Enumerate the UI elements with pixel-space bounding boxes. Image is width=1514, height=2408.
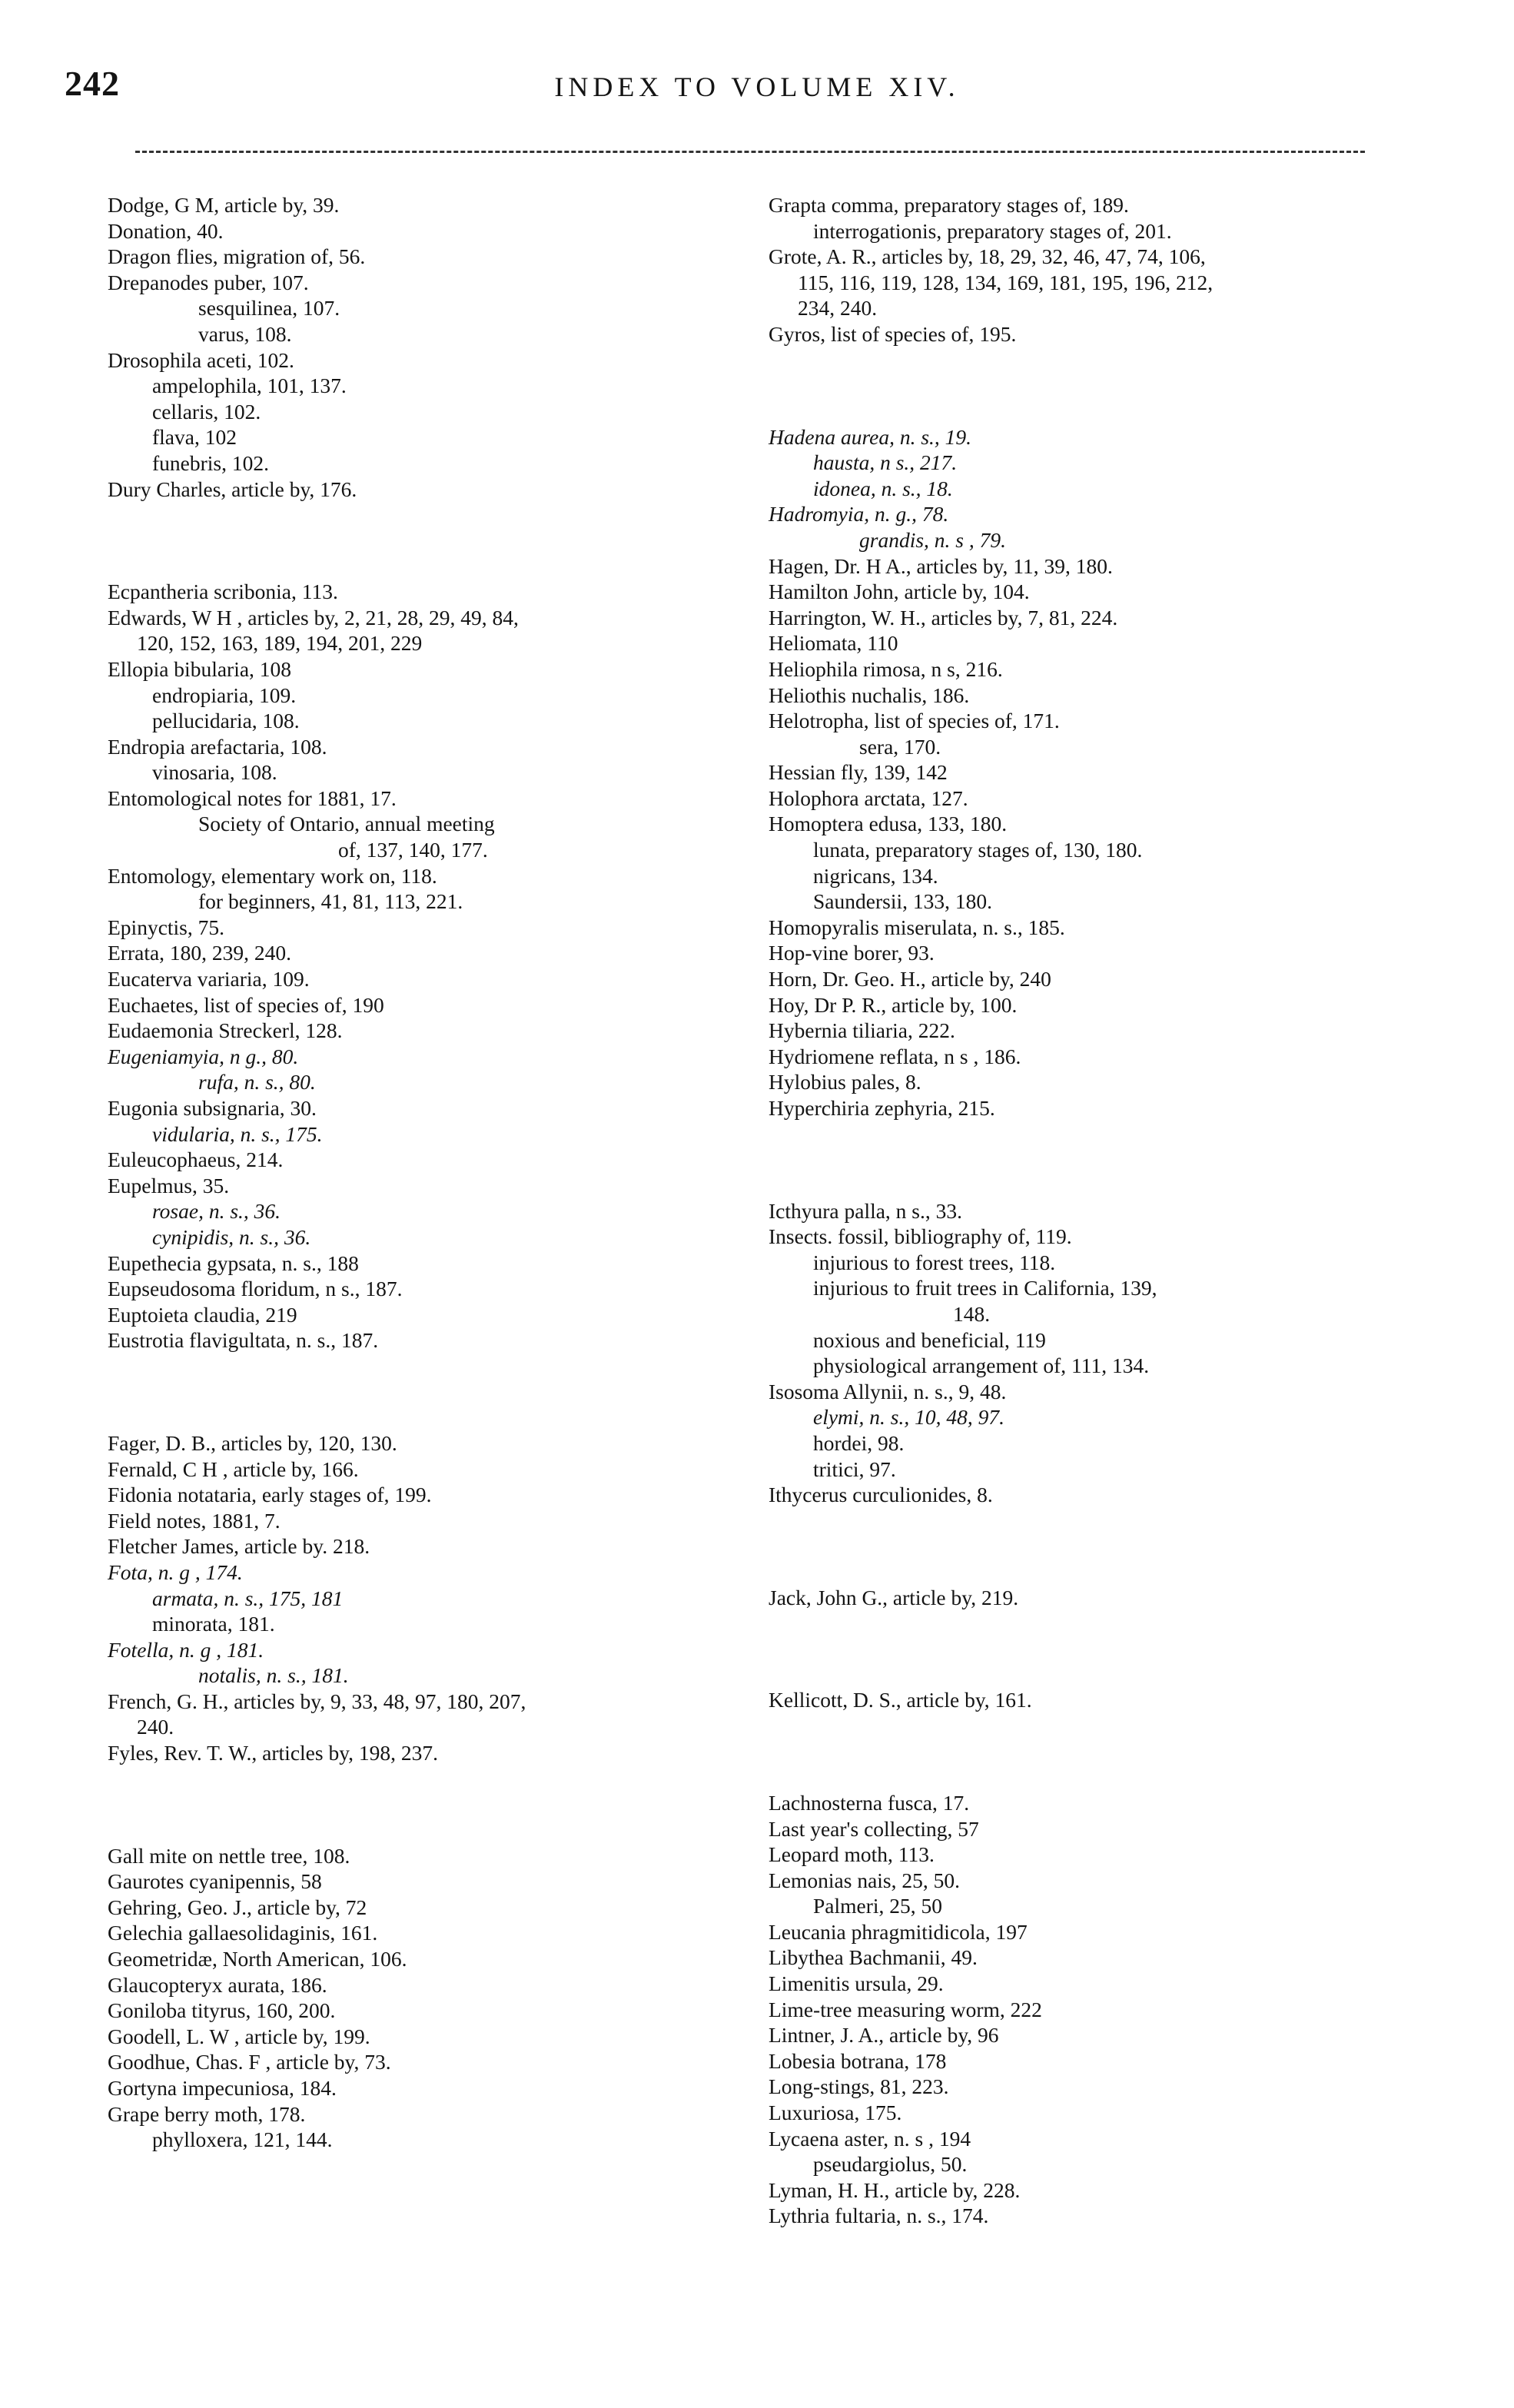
index-subentry: vinosaria, 108. — [152, 760, 277, 785]
index-entry: Lythria fultaria, n. s., 174. — [769, 2204, 989, 2228]
index-entry: Eupseudosoma floridum, n s., 187. — [108, 1277, 403, 1301]
index-entry: Jack, John G., article by, 219. — [769, 1585, 1019, 1609]
index-entry: Helotropha, list of species of, 171. — [769, 709, 1060, 733]
index-entry: Hoy, Dr P. R., article by, 100. — [769, 992, 1018, 1017]
index-subentry: tritici, 97. — [813, 1456, 896, 1481]
index-entry: Hybernia tiliaria, 222. — [769, 1018, 955, 1043]
index-entry: Fyles, Rev. T. W., articles by, 198, 237. — [108, 1741, 439, 1765]
index-subentry: nigricans, 134. — [813, 863, 938, 888]
index-entry: Fidonia notataria, early stages of, 199. — [108, 1483, 432, 1507]
index-subentry: interrogationis, preparatory stages of, 201. — [813, 218, 1172, 243]
section-gap — [108, 502, 769, 579]
index-subentry: cynipidis, n. s., 36. — [152, 1224, 311, 1249]
index-subentry: endropiaria, 109. — [152, 683, 297, 707]
index-entry: Lachnosterna fusca, 17. — [769, 1790, 970, 1815]
header-rule — [135, 151, 1365, 153]
index-entry: Heliothis nuchalis, 186. — [769, 683, 970, 707]
index-entry: Field notes, 1881, 7. — [108, 1508, 281, 1533]
index-entry: Hyperchiria zephyria, 215. — [769, 1096, 995, 1120]
index-entry: Hydriomene reflata, n s , 186. — [769, 1044, 1021, 1068]
section-gap — [108, 1766, 769, 1843]
index-entry: Fotella, n. g , 181. — [108, 1637, 264, 1662]
index-entry: Ecpantheria scribonia, 113. — [108, 580, 338, 604]
section-gap — [769, 347, 1429, 424]
index-entry: Luxuriosa, 175. — [769, 2101, 902, 2125]
index-subentry: hausta, n s., 217. — [813, 450, 958, 475]
index-entry: Dragon flies, migration of, 56. — [108, 244, 366, 269]
index-entry: French, G. H., articles by, 9, 33, 48, 97, 180, 207, — [108, 1689, 526, 1713]
index-entry: Libythea Bachmanii, 49. — [769, 1945, 978, 1970]
index-subentry: varus, 108. — [198, 321, 292, 346]
index-entry: Icthyura palla, n s., 33. — [769, 1198, 963, 1223]
index-entry: Hessian fly, 139, 142 — [769, 760, 948, 785]
section-gap — [769, 1610, 1429, 1687]
left-column — [108, 192, 769, 2153]
index-entry: Lycaena aster, n. s , 194 — [769, 2126, 971, 2151]
section-gap — [769, 1713, 1429, 1790]
index-subentry: flava, 102 — [152, 425, 237, 450]
index-entry: Drosophila aceti, 102. — [108, 347, 294, 372]
index-entry: Glaucopteryx aurata, 186. — [108, 1972, 327, 1997]
section-gap — [108, 1353, 769, 1430]
index-entry: Eugeniamyia, n g., 80. — [108, 1044, 299, 1068]
index-entry: Euptoieta claudia, 219 — [108, 1302, 297, 1327]
index-entry: Eugonia subsignaria, 30. — [108, 1096, 317, 1120]
index-entry-continuation: 120, 152, 163, 189, 194, 201, 229 — [137, 631, 423, 656]
index-subentry: Palmeri, 25, 50 — [813, 1894, 943, 1918]
index-subentry: rosae, n. s., 36. — [152, 1199, 281, 1224]
index-entry: Donation, 40. — [108, 218, 224, 243]
index-entry: Fota, n. g , 174. — [108, 1559, 243, 1584]
index-subentry: rufa, n. s., 80. — [198, 1070, 316, 1094]
index-entry: Gelechia gallaesolidaginis, 161. — [108, 1921, 378, 1945]
index-entry: Horn, Dr. Geo. H., article by, 240 — [769, 967, 1051, 991]
index-entry: Hylobius pales, 8. — [769, 1070, 921, 1094]
index-subentry: ampelophila, 101, 137. — [152, 374, 347, 398]
index-subentry: physiological arrangement of, 111, 134. — [813, 1353, 1150, 1378]
index-entry: Gaurotes cyanipennis, 58 — [108, 1869, 322, 1894]
index-subentry: funebris, 102. — [152, 450, 269, 475]
index-entry: Grote, A. R., articles by, 18, 29, 32, 46, 47, 74, 106, — [769, 244, 1206, 269]
index-entry: Euchaetes, list of species of, 190 — [108, 992, 384, 1017]
index-subentry: armata, n. s., 175, 181 — [152, 1586, 344, 1610]
index-entry: Homoptera edusa, 133, 180. — [769, 812, 1008, 836]
index-entry: Limenitis ursula, 29. — [769, 1971, 944, 1996]
index-entry: Entomology, elementary work on, 118. — [108, 863, 437, 888]
page-number: 242 — [65, 64, 120, 103]
index-entry: Lemonias nais, 25, 50. — [769, 1868, 960, 1892]
index-entry: Goodhue, Chas. F , article by, 73. — [108, 2050, 391, 2074]
index-entry: Isosoma Allynii, n. s., 9, 48. — [769, 1379, 1007, 1403]
index-entry: Geometridæ, North American, 106. — [108, 1947, 407, 1971]
index-entry: Kellicott, D. S., article by, 161. — [769, 1688, 1032, 1712]
index-entry: Dodge, G M, article by, 39. — [108, 193, 340, 217]
right-column — [769, 192, 1429, 2229]
index-entry: Eupelmus, 35. — [108, 1173, 230, 1197]
index-entry: Ithycerus curculionides, 8. — [769, 1483, 993, 1507]
index-entry: Gyros, list of species of, 195. — [769, 321, 1017, 346]
index-entry: Lime-tree measuring worm, 222 — [769, 1997, 1042, 2021]
index-subentry: phylloxera, 121, 144. — [152, 2127, 333, 2152]
index-entry: Epinyctis, 75. — [108, 915, 225, 939]
index-entry: Entomological notes for 1881, 17. — [108, 786, 397, 810]
index-entry: Lintner, J. A., article by, 96 — [769, 2023, 999, 2048]
index-subentry: hordei, 98. — [813, 1430, 905, 1455]
index-entry: Fernald, C H , article by, 166. — [108, 1456, 359, 1481]
index-entry: Gehring, Geo. J., article by, 72 — [108, 1895, 367, 1919]
index-entry-continuation: 234, 240. — [798, 296, 878, 321]
index-entry: Errata, 180, 239, 240. — [108, 941, 292, 965]
index-subentry: cellaris, 102. — [152, 399, 261, 423]
index-entry: Hadromyia, n. g., 78. — [769, 502, 949, 526]
index-entry: Ellopia bibularia, 108 — [108, 656, 292, 681]
index-entry: Hop-vine borer, 93. — [769, 941, 935, 965]
index-entry-continuation: 240. — [137, 1715, 174, 1739]
index-subentry: grandis, n. s , 79. — [859, 527, 1006, 552]
index-entry: Long-stings, 81, 223. — [769, 2074, 949, 2099]
running-head: INDEX TO VOLUME XIV. — [554, 71, 960, 102]
index-entry-continuation: 148. — [953, 1301, 991, 1326]
index-subentry: pseudargiolus, 50. — [813, 2152, 968, 2177]
index-entry: Lobesia botrana, 178 — [769, 2048, 947, 2073]
index-subentry: minorata, 181. — [152, 1612, 275, 1636]
index-entry: Endropia arefactaria, 108. — [108, 734, 327, 759]
index-entry: Grapta comma, preparatory stages of, 189. — [769, 193, 1129, 217]
index-entry: Heliomata, 110 — [769, 631, 898, 656]
index-entry: Insects. fossil, bibliography of, 119. — [769, 1224, 1072, 1249]
index-subentry: elymi, n. s., 10, 48, 97. — [813, 1405, 1005, 1430]
index-entry: Hagen, Dr. H A., articles by, 11, 39, 180. — [769, 553, 1113, 578]
index-entry: Euleucophaeus, 214. — [108, 1148, 284, 1172]
index-entry: Harrington, W. H., articles by, 7, 81, 224. — [769, 605, 1118, 629]
index-entry: Gall mite on nettle tree, 108. — [108, 1843, 350, 1868]
index-entry: Fletcher James, article by. 218. — [108, 1534, 370, 1559]
index-subentry: lunata, preparatory stages of, 130, 180. — [813, 838, 1143, 862]
index-entry: Eustrotia flavigultata, n. s., 187. — [108, 1328, 379, 1353]
index-entry: Eucaterva variaria, 109. — [108, 967, 310, 991]
index-entry: Leucania phragmitidicola, 197 — [769, 1919, 1028, 1944]
index-subentry: vidularia, n. s., 175. — [152, 1121, 323, 1146]
index-entry: Homopyralis miserulata, n. s., 185. — [769, 915, 1065, 939]
index-entry: Gortyna impecuniosa, 184. — [108, 2076, 337, 2100]
index-entry: Lyman, H. H., article by, 228. — [769, 2177, 1021, 2202]
section-gap — [769, 1121, 1429, 1198]
index-subentry: Saundersii, 133, 180. — [813, 889, 992, 914]
index-entry: Edwards, W H , articles by, 2, 21, 28, 29, 49, 84, — [108, 605, 519, 629]
index-subentry: Society of Ontario, annual meeting — [198, 812, 495, 836]
index-subentry: noxious and beneficial, 119 — [813, 1327, 1046, 1352]
index-entry: Goodell, L. W , article by, 199. — [108, 2024, 370, 2048]
index-entry: Last year's collecting, 57 — [769, 1816, 979, 1841]
index-subentry: sera, 170. — [859, 734, 941, 759]
index-entry: Heliophila rimosa, n s, 216. — [769, 656, 1003, 681]
index-subentry: sesquilinea, 107. — [198, 296, 340, 321]
index-entry: Fager, D. B., articles by, 120, 130. — [108, 1430, 397, 1455]
index-subentry: pellucidaria, 108. — [152, 709, 300, 733]
index-subentry: injurious to forest trees, 118. — [813, 1250, 1056, 1274]
index-entry: Holophora arctata, 127. — [769, 786, 968, 810]
index-entry: Goniloba tityrus, 160, 200. — [108, 1998, 336, 2023]
index-entry: Drepanodes puber, 107. — [108, 270, 309, 294]
index-entry: Hamilton John, article by, 104. — [769, 580, 1030, 604]
section-gap — [769, 1508, 1429, 1585]
index-subentry: injurious to fruit trees in California, 139, — [813, 1276, 1157, 1300]
index-entry: Eupethecia gypsata, n. s., 188 — [108, 1250, 359, 1275]
index-entry: Dury Charles, article by, 176. — [108, 477, 357, 501]
index-entry-continuation: 115, 116, 119, 128, 134, 169, 181, 195, 196, 212, — [798, 270, 1214, 294]
index-subentry: for beginners, 41, 81, 113, 221. — [198, 889, 463, 914]
index-subentry: idonea, n. s., 18. — [813, 476, 953, 500]
index-entry: Grape berry moth, 178. — [108, 2101, 306, 2126]
index-subentry: notalis, n. s., 181. — [198, 1663, 349, 1688]
index-entry: Eudaemonia Streckerl, 128. — [108, 1018, 343, 1043]
index-entry-continuation: of, 137, 140, 177. — [338, 838, 488, 862]
index-entry: Hadena aurea, n. s., 19. — [769, 424, 972, 449]
index-entry: Leopard moth, 113. — [769, 1842, 935, 1867]
